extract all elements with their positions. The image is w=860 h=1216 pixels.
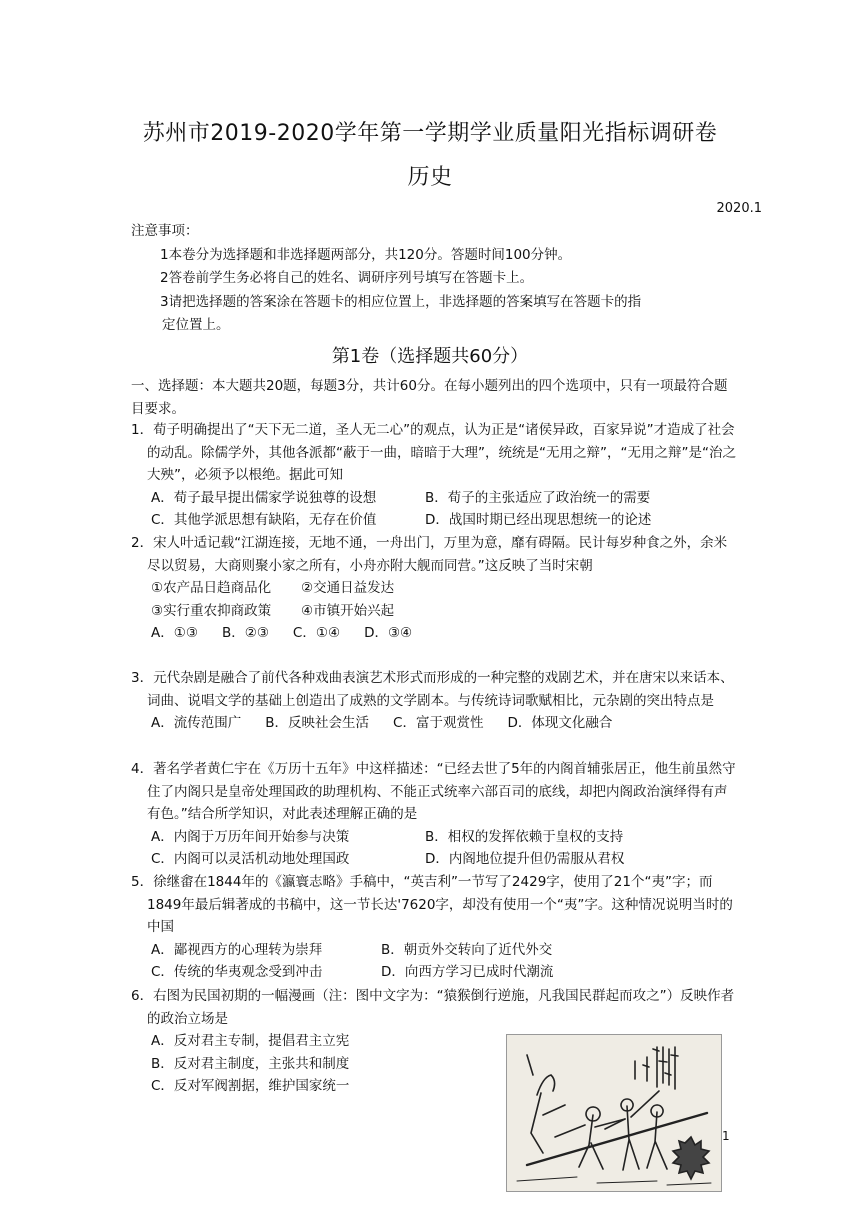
notice-item: 2答卷前学生务必将自己的姓名、调研序列号填写在答题卡上。: [160, 270, 534, 286]
options-row: [131, 939, 736, 962]
question-3: [131, 667, 736, 735]
option-a: A．①③: [151, 625, 198, 642]
cartoon-sketch: [507, 1035, 721, 1191]
question-4: [131, 758, 736, 871]
option-d: D．体现文化融合: [507, 715, 613, 732]
question-stem: 1．荀子明确提出了“天下无二道，圣人无二心”的观点，认为正是“诸侯异政，百家异说”才造成了社会的动乱。除儒学外，其他各派都“蔽于一曲，暗暗于大理”，统统是“无用之辩”，“无用之辩”是“治之大殃”，必须予以根绝。据此可知: [131, 422, 736, 484]
subitem: ③实行重农抑商政策: [151, 602, 272, 619]
option-d: D．内阁地位提升但仍需服从君权: [425, 851, 625, 868]
options-row: [131, 622, 736, 645]
option-d: D．③④: [364, 625, 413, 642]
question-5: [131, 871, 736, 984]
option-b: B．荀子的主张适应了政治统一的需要: [425, 489, 651, 506]
option-c: C．反对军阀割据，维护国家统一: [151, 1078, 350, 1095]
option-b: B．反对君主制度，主张共和制度: [151, 1055, 350, 1072]
subitem: ①农产品日趋商品化: [151, 580, 272, 597]
option-b: B．相权的发挥依赖于皇权的支持: [425, 828, 624, 845]
section-instructions: 一、选择题：本大题共20题，每题3分，共计60分。在每小题列出的四个选项中，只有一项最符合题目要求。: [131, 378, 728, 417]
question-stem: 6．右图为民国初期的一幅漫画（注：图中文字为：“猿猴倒行逆施，凡我国民群起而攻之”）反映作者的政治立场是: [131, 988, 735, 1027]
option-d: D．向西方学习已成时代潮流: [381, 964, 554, 981]
subitems-row: [131, 577, 736, 600]
exam-date: 2020.1: [716, 201, 762, 216]
options-row: [131, 848, 736, 871]
political-cartoon-image: [506, 1034, 722, 1192]
section-title: 第1卷（选择题共60分）: [331, 346, 529, 367]
option-c: C．传统的华夷观念受到冲击: [151, 964, 323, 981]
subitems-row: [131, 600, 736, 623]
option-a: A．内阁于万历年间开始参与决策: [151, 828, 350, 845]
option-c: C．①④: [292, 625, 341, 642]
option-a: A．鄙视西方的心理转为崇拜: [151, 941, 323, 958]
options-row: [131, 509, 736, 532]
options-row: [131, 826, 736, 849]
option-b: B．反映社会生活: [265, 715, 370, 732]
option-b: B．②③: [221, 625, 269, 642]
notice-block: [131, 220, 731, 338]
exam-subject: 历史: [407, 165, 453, 190]
subitem: ④市镇开始兴起: [301, 602, 395, 619]
page-number: 1: [722, 1129, 730, 1143]
options-row: [131, 712, 736, 735]
question-stem: 4．著名学者黄仁宇在《万历十五年》中这样描述：“已经去世了5年的内阁首辅张居正，他生前虽然守住了内阁只是皇帝处理国政的助理机构、不能正式统率六部百司的底线，却把内阁政治演绎得有声有色。”结合所学知识，对此表述理解正确的是: [131, 761, 736, 823]
exam-title: 苏州市2019-2020学年第一学期学业质量阳光指标调研卷: [142, 121, 718, 146]
notice-heading: 注意事项：: [131, 223, 199, 239]
option-c: C．其他学派思想有缺陷，无存在价值: [151, 512, 377, 529]
notice-item: 定位置上。: [162, 317, 230, 333]
option-a: A．反对君主专制，提倡君主立宪: [151, 1033, 350, 1050]
options-row: [131, 961, 736, 984]
notice-item: 3请把选择题的答案涂在答题卡的相应位置上，非选择题的答案填写在答题卡的指: [160, 293, 642, 310]
question-stem: 2．宋人叶适记载“江湖连接，无地不通，一舟出门，万里为意，靡有碍隔。民计每岁种食之外，余米尽以贸易，大商则聚小家之所有，小舟亦附大舰而同营。”这反映了当时宋朝: [131, 535, 728, 574]
option-b: B．朝贡外交转向了近代外交: [381, 941, 553, 958]
option-a: A．荀子最早提出儒家学说独尊的设想: [151, 489, 377, 506]
question-2: [131, 532, 736, 645]
question-stem: 3．元代杂剧是融合了前代各种戏曲表演艺术形式而形成的一种完整的戏剧艺术，并在唐宋以来话本、词曲、说唱文学的基础上创造出了成熟的文学剧本。与传统诗词歌赋相比，元杂剧的突出特点是: [131, 670, 734, 709]
question-stem: 5．徐继畬在1844年的《瀛寰志略》手稿中，“英吉利”一节写了2429字，使用了21个“夷”字；而1849年最后辑著成的书稿中，这一节长达'7620字，却没有使用一个“夷”字。这种情况说明当时的中国: [131, 874, 733, 936]
notice-item: 1本卷分为选择题和非选择题两部分，共120分。答题时间100分钟。: [160, 246, 572, 263]
option-c: C．富于观赏性: [393, 715, 484, 732]
question-1: [131, 419, 736, 532]
subitem: ②交通日益发达: [301, 580, 395, 597]
option-c: C．内阁可以灵活机动地处理国政: [151, 851, 350, 868]
option-a: A．流传范围广: [151, 715, 242, 732]
options-row: [131, 487, 736, 510]
option-d: D．战国时期已经出现思想统一的论述: [425, 512, 652, 529]
